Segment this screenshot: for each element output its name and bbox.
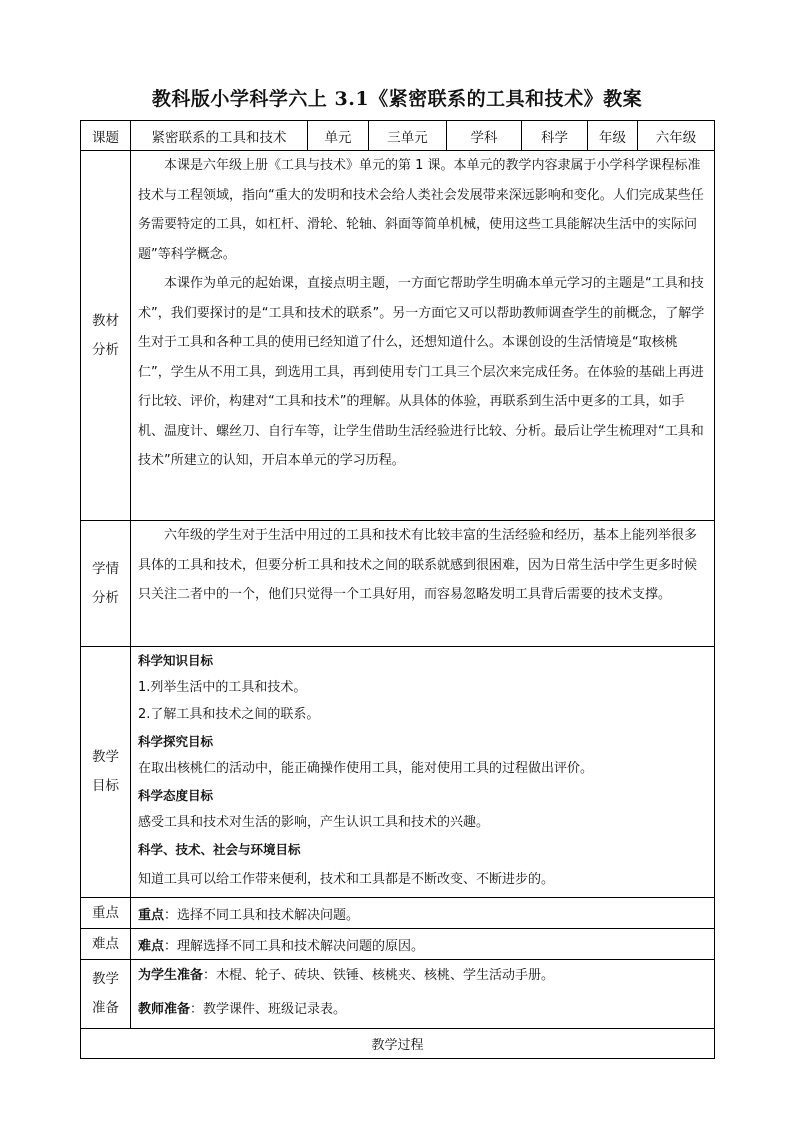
discipline-label: 学科 [447,121,522,151]
preparation-label [81,960,131,1029]
grade-label: 年级 [588,121,638,151]
student-preparation-text: ：木棍、轮子、砖块、铁锤、核桃夹、核桃、学生活动手册。 [203,968,555,983]
student-preparation-lead: 为学生准备 [138,968,204,983]
teacher-preparation-text: ：教学课件、班级记录表。 [190,1002,347,1017]
key-point-content [131,898,715,929]
teaching-process-heading: 教学过程 [81,1029,715,1059]
textbook-analysis-label [81,151,131,521]
difficulty-row [81,929,715,960]
student-analysis-label [81,521,131,647]
textbook-analysis-row [81,151,715,521]
teaching-goals-content [131,647,715,898]
student-analysis-content [131,521,715,647]
sts-goal-heading: 科学、技术、社会与环境目标 [138,842,301,857]
textbook-paragraph-1: 本课是六年级上册《工具与技术》单元的第 1 课。本单元的教学内容隶属于小学科学课程标准技术与工程领域，指向“重大的发明和技术会给人类社会发展带来深远影响和变化。人们完成某些任务需要特定的工具，如杠杆、滑轮、轮轴、斜面等简单机械，使用这些工具能解决生活中的实际问题”等科学概念。 [138,158,704,262]
teaching-goals-row [81,647,715,898]
textbook-paragraph-2: 本课作为单元的起始课，直接点明主题，一方面它帮助学生明确本单元学习的主题是“工具和技术”，我们要探讨的是“工具和技术的联系”。另一方面它又可以帮助教师调查学生的前概念，了解学生对于工具和各种工具的使用已经知道了什么，还想知道什么。本课创设的生活情境是“取核桃仁”，学生从不用工具，到选用工具，再到使用专门工具三个层次来完成任务。在体验的基础上再进行比较、评价，构建对“工具和技术”的理解。从具体的体验，再联系到生活中更多的工具，如手机、温度计、螺丝刀、自行车等，让学生借助生活经验进行比较、分析。最后让学生梳理对“工具和技术”所建立的认知，开启本单元的学习历程。 [138,276,705,468]
teacher-preparation-lead: 教师准备 [138,1002,191,1017]
header-row [81,121,715,151]
key-point-lead: 重点 [138,907,165,923]
student-preparation [138,960,708,994]
grade-value: 六年级 [638,121,715,151]
difficulty-lead: 难点 [138,938,165,954]
key-point-label: 重点 [81,898,131,929]
student-analysis-row [81,521,715,647]
preparation-row [81,960,715,1029]
preparation-label-text: 教学准备 [92,971,119,1016]
sts-goal-text: 知道工具可以给工作带来便利，技术和工具都是不断改变、不断进步的。 [138,872,555,887]
page-title: 教科版小学科学六上 3.1《紧密联系的工具和技术》教案 [151,88,643,110]
textbook-analysis-content [131,151,715,521]
teaching-goals-label-text: 教学目标 [92,749,119,794]
key-point-text: ：选择不同工具和技术解决问题。 [164,907,360,923]
student-paragraph: 六年级的学生对于生活中用过的工具和技术有比较丰富的生活经验和经历，基本上能列举很多具体的工具和技术，但要分析工具和技术之间的联系就感到很困难，因为日常生活中学生更多时候只关注二者中的一个，他们只觉得一个工具好用，而容易忽略发明工具背后需要的技术支撑。 [138,528,698,602]
subject-label: 课题 [81,121,131,151]
attitude-goal-text: 感受工具和技术对生活的影响，产生认识工具和技术的兴趣。 [138,815,490,830]
lesson-plan-table [80,120,715,1059]
knowledge-goal-1: 1.列举生活中的工具和技术。 [138,680,307,695]
attitude-goal-heading: 科学态度目标 [138,788,214,803]
difficulty-content [131,929,715,960]
inquiry-goal-heading: 科学探究目标 [138,734,214,749]
discipline-value: 科学 [522,121,588,151]
preparation-content [131,960,715,1029]
subject-value: 紧密联系的工具和技术 [131,121,308,151]
textbook-analysis-label-text: 教材分析 [92,312,119,358]
difficulty-text: ：理解选择不同工具和技术解决问题的原因。 [164,938,425,954]
student-analysis-label-text: 学情分析 [92,560,119,606]
process-row [81,1029,715,1059]
unit-value: 三单元 [369,121,447,151]
teacher-preparation [138,994,708,1028]
inquiry-goal-text: 在取出核桃仁的活动中，能正确操作使用工具，能对使用工具的过程做出评价。 [138,761,594,776]
knowledge-goal-2: 2.了解工具和技术之间的联系。 [138,707,320,722]
teaching-goals-label [81,647,131,898]
unit-label: 单元 [308,121,369,151]
knowledge-goal-heading: 科学知识目标 [138,653,214,668]
key-point-row [81,898,715,929]
difficulty-label: 难点 [81,929,131,960]
